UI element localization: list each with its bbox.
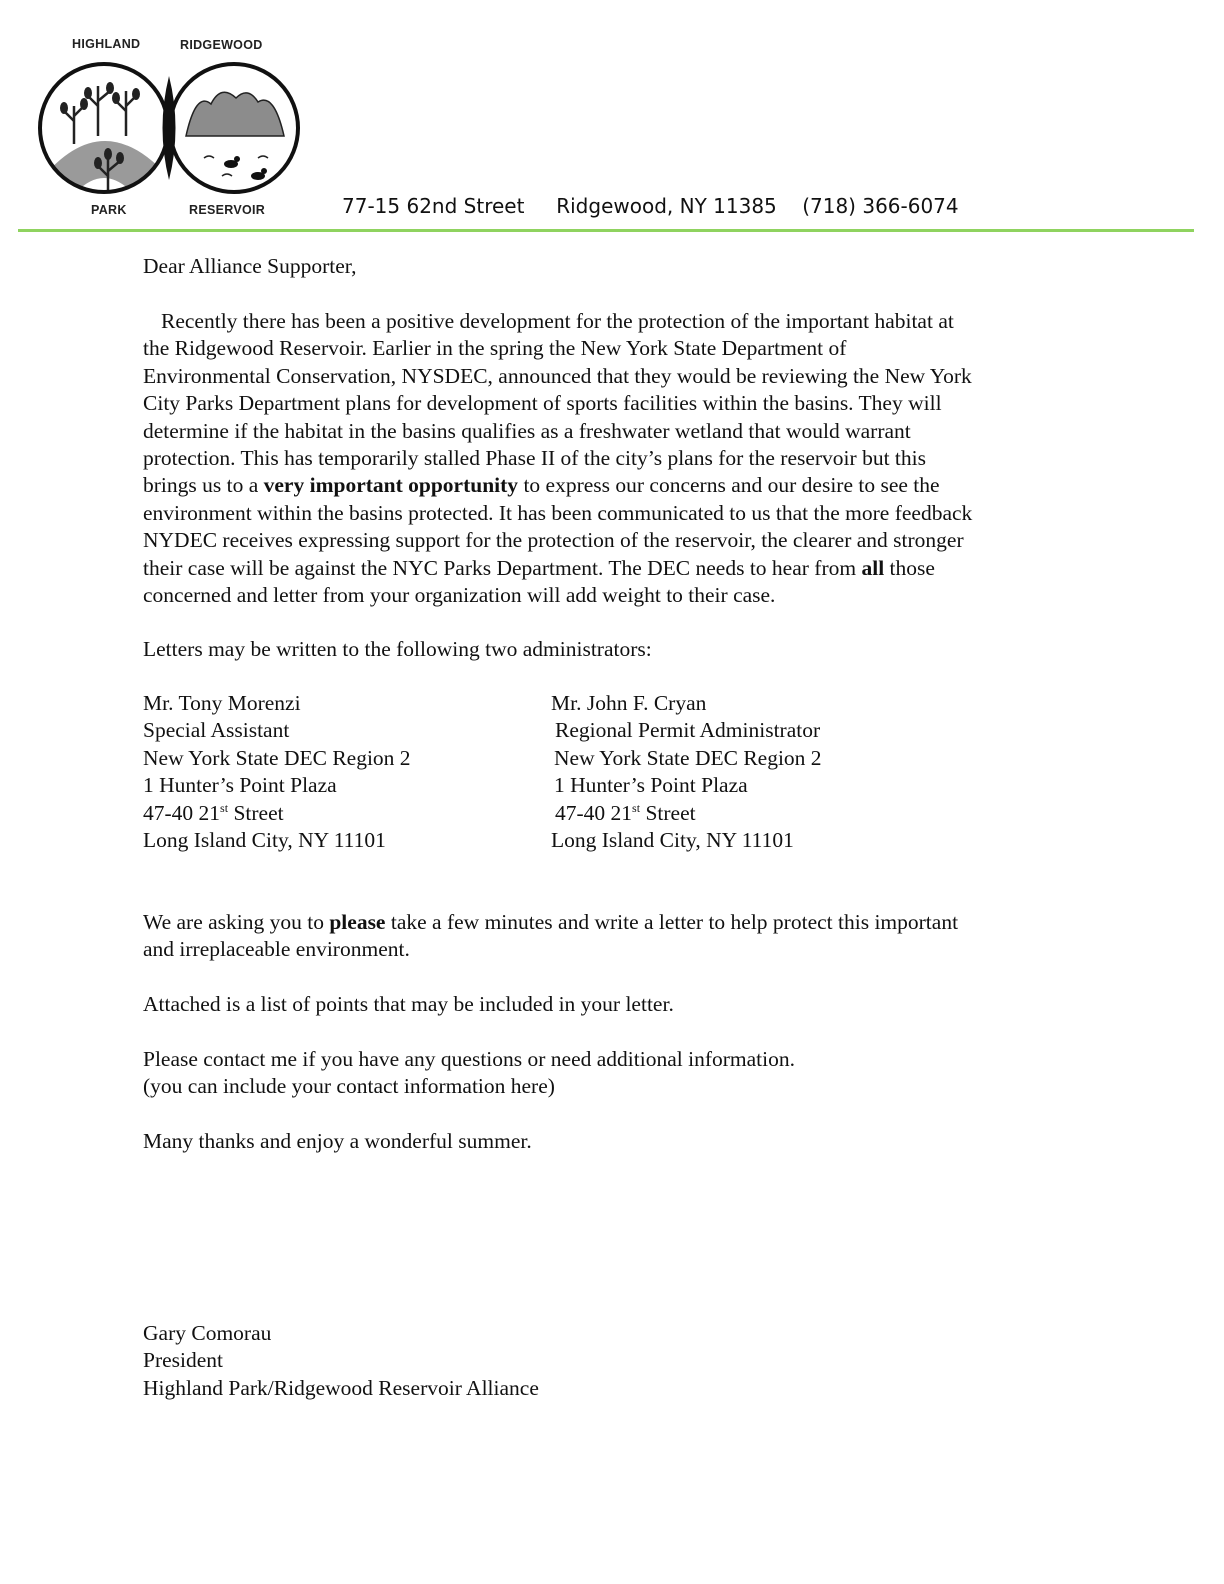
logo-park-text: PARK <box>91 203 127 217</box>
text-run: take a few minutes and write a letter to help protect this important <box>385 910 959 934</box>
signer-title: President <box>143 1348 224 1373</box>
admin-address-block-1 <box>143 690 411 854</box>
paragraph-line: and irreplaceable environment. <box>143 937 410 962</box>
admin-street <box>551 800 822 827</box>
text-run: Street <box>228 800 284 825</box>
admin-city: Long Island City, NY 11101 <box>551 828 794 853</box>
admin-title: Regional Permit Administrator <box>555 718 821 743</box>
admin-city: Long Island City, NY 11101 <box>143 828 386 853</box>
admin-org: New York State DEC Region 2 <box>143 745 411 770</box>
contact-paragraph <box>143 1046 1073 1101</box>
paragraph-line: protection. This has temporarily stalled Phase II of the city’s plans for the reservoir but this <box>143 446 926 471</box>
paragraph-line: City Parks Department plans for development of sports facilities within the basins. They will <box>143 391 942 416</box>
paragraph-line: the Ridgewood Reservoir. Earlier in the spring the New York State Department of <box>143 336 847 361</box>
admins-intro: Letters may be written to the following two administrators: <box>143 637 652 661</box>
text-run: We are asking you to <box>143 910 330 934</box>
admin-address-line: 1 Hunter’s Point Plaza <box>143 773 337 798</box>
paragraph-line: (you can include your contact information here) <box>143 1074 555 1099</box>
admin-org: New York State DEC Region 2 <box>554 745 822 770</box>
logo-reservoir-text: RESERVOIR <box>189 203 266 217</box>
paragraph-line: Environmental Conservation, NYSDEC, announced that they would be reviewing the New York <box>143 363 972 388</box>
paragraph-line: environment within the basins protected. It has been communicated to us that the more feedback <box>143 500 973 525</box>
letterhead-address <box>342 194 959 218</box>
logo-emblem-icon <box>36 36 302 220</box>
text-run: brings us to a <box>143 473 264 498</box>
emphasis-text: please <box>329 910 386 934</box>
signer-name: Gary Comorau <box>143 1321 272 1345</box>
text-run: 47-40 21 <box>555 800 633 825</box>
alliance-logo <box>36 36 302 220</box>
emphasis-text: very important opportunity <box>263 473 519 498</box>
paragraph-line: Please contact me if you have any questions or need additional information. <box>143 1047 795 1071</box>
text-run: to express our concerns and our desire to see the <box>518 473 940 498</box>
address-street: 77-15 62nd Street <box>342 194 525 218</box>
admin-address-block-2 <box>551 690 822 854</box>
admin-title: Special Assistant <box>143 718 290 743</box>
admin-name: Mr. John F. Cryan <box>551 691 707 715</box>
signature-block <box>143 1320 1073 1402</box>
emphasis-text: all <box>861 555 885 580</box>
paragraph-line: NYDEC receives expressing support for the protection of the reservoir, the clearer and stronger <box>143 528 964 553</box>
ordinal-suffix: st <box>220 800 229 815</box>
paragraph-line <box>143 472 1073 499</box>
ordinal-suffix: st <box>632 800 641 815</box>
text-run: their case will be against the NYC Parks Department. The DEC needs to hear from <box>143 555 862 580</box>
paragraph-line: determine if the habitat in the basins qualifies as a freshwater wetland that would warrant <box>143 418 911 443</box>
admin-address-line: 1 Hunter’s Point Plaza <box>554 773 748 798</box>
admin-name: Mr. Tony Morenzi <box>143 691 301 715</box>
address-phone: (718) 366-6074 <box>802 194 959 218</box>
paragraph-line: concerned and letter from your organization will add weight to their case. <box>143 583 776 608</box>
address-city: Ridgewood, NY 11385 <box>556 194 777 218</box>
signer-org: Highland Park/Ridgewood Reservoir Alliance <box>143 1375 539 1400</box>
paragraph-line <box>143 909 1073 936</box>
text-run: 47-40 21 <box>143 800 221 825</box>
letterhead-divider <box>18 229 1194 232</box>
closing-line: Many thanks and enjoy a wonderful summer. <box>143 1129 532 1153</box>
logo-ridgewood-text: RIDGEWOOD <box>180 38 263 52</box>
attached-note: Attached is a list of points that may be included in your letter. <box>143 992 674 1016</box>
text-run: Street <box>640 800 696 825</box>
salutation: Dear Alliance Supporter, <box>143 254 357 278</box>
logo-highland-text: HIGHLAND <box>72 37 141 51</box>
paragraph-line: Recently there has been a positive development for the protection of the important habitat at <box>161 309 954 333</box>
ask-paragraph <box>143 909 1073 964</box>
admin-street <box>143 800 411 827</box>
text-run: those <box>884 555 935 580</box>
intro-paragraph <box>143 308 1073 609</box>
paragraph-line <box>143 555 1073 582</box>
